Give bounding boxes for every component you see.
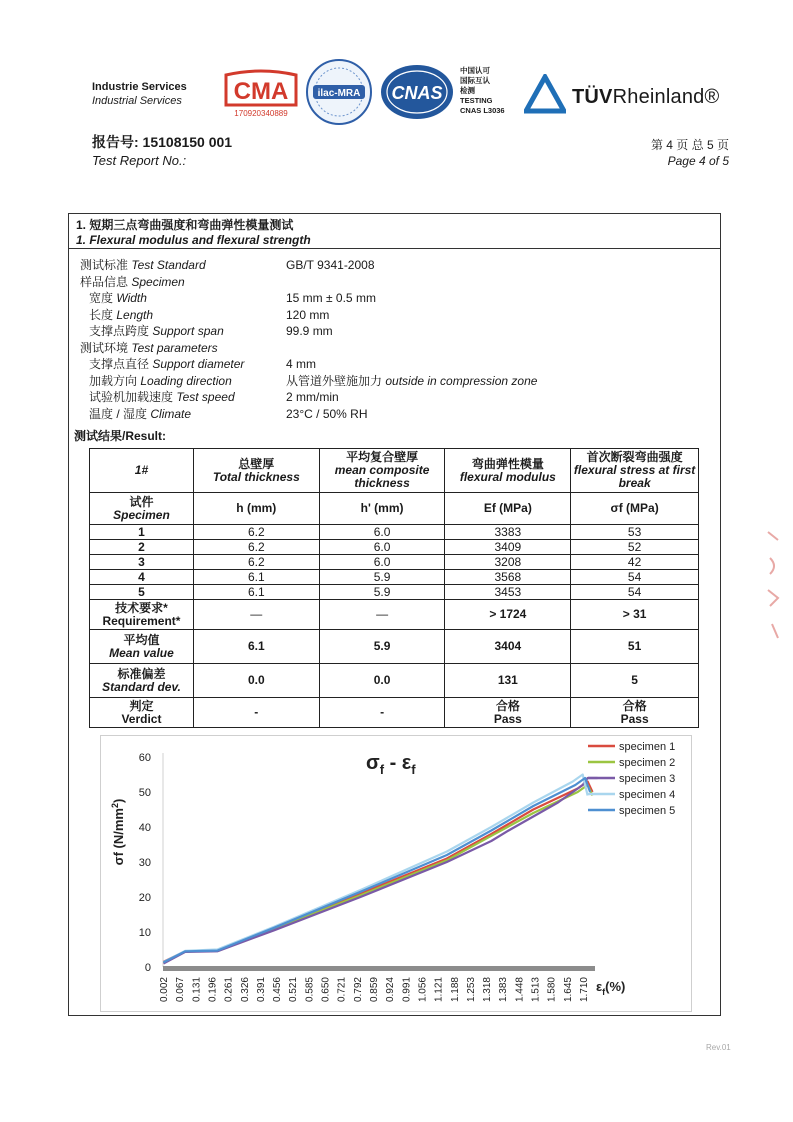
cnas-side-line: CNAS L3036 bbox=[460, 106, 505, 115]
param-value-text: 15 mm ± 0.5 mm bbox=[286, 291, 376, 305]
verdict-cell bbox=[445, 698, 571, 728]
section-title-en: 1. Flexural modulus and flexural strength bbox=[76, 233, 311, 247]
requirement-cell: — bbox=[193, 600, 319, 630]
table-cell: 53 bbox=[571, 525, 699, 540]
company-name-en: Industrial Services bbox=[92, 95, 182, 107]
cma-logo bbox=[222, 65, 300, 121]
param-value-text: 4 mm bbox=[286, 357, 316, 371]
result-label: 测试结果/Result: bbox=[74, 429, 167, 443]
param-label-zh: 样品信息 bbox=[80, 274, 129, 289]
std-cell: 131 bbox=[445, 664, 571, 698]
requirement-row bbox=[90, 600, 699, 630]
requirement-label bbox=[90, 600, 194, 630]
y-tick-label: 30 bbox=[138, 857, 151, 869]
requirement-cell: — bbox=[319, 600, 445, 630]
param-label-zh: 试验机加载速度 bbox=[89, 390, 174, 404]
specimen-label-zh: 试件 bbox=[129, 494, 154, 509]
param-label-zh: 温度 / 湿度 bbox=[89, 406, 148, 421]
x-tick-label: 1.710 bbox=[579, 977, 590, 1003]
tuv-brand bbox=[572, 86, 719, 109]
header-zh: 总壁厚 bbox=[238, 456, 275, 471]
section-title-zh: 1. 短期三点弯曲强度和弯曲弹性模量测试 bbox=[76, 218, 294, 232]
table-cell: 3568 bbox=[445, 570, 571, 585]
param-label-en: Length bbox=[116, 307, 154, 322]
param-label-zh: 加载方向 bbox=[89, 373, 138, 388]
y-tick-label: 20 bbox=[138, 892, 151, 904]
x-tick-label: 1.645 bbox=[562, 977, 574, 1003]
header-total-thickness bbox=[193, 449, 319, 493]
verdict-label-zh: 判定 bbox=[129, 698, 154, 713]
header-zh: 首次断裂弯曲强度 bbox=[586, 450, 683, 464]
param-row bbox=[80, 356, 537, 373]
param-label-zh: 宽度 bbox=[89, 291, 114, 305]
ilac-mra-logo bbox=[305, 58, 373, 126]
cma-number: 170920340889 bbox=[234, 109, 288, 118]
x-tick-label: 1.383 bbox=[498, 977, 510, 1003]
x-tick-label: 0.002 bbox=[159, 977, 170, 1003]
param-label-en: Test speed bbox=[176, 390, 235, 404]
side-stamp-mark bbox=[764, 528, 782, 648]
x-tick-label: 0.131 bbox=[191, 977, 203, 1003]
param-label-zh: 测试标准 bbox=[80, 258, 129, 272]
x-tick-label: 0.792 bbox=[352, 977, 364, 1003]
specimen-label bbox=[90, 493, 194, 525]
specimen-number: 3 bbox=[90, 555, 194, 570]
tuv-brand-bold: TÜV bbox=[572, 86, 613, 108]
y-tick-label: 50 bbox=[138, 787, 151, 799]
section-heading bbox=[68, 213, 721, 249]
table-cell: 6.1 bbox=[193, 570, 319, 585]
verdict-cell: - bbox=[193, 698, 319, 728]
param-label bbox=[80, 340, 286, 357]
cnas-side-text bbox=[460, 66, 505, 116]
x-tick-label: 0.326 bbox=[239, 977, 251, 1003]
cnas-text: CNAS bbox=[391, 83, 443, 103]
table-cell: 3453 bbox=[445, 585, 571, 600]
legend-label: specimen 1 bbox=[619, 741, 676, 753]
param-label bbox=[80, 257, 286, 274]
table-cell: 6.1 bbox=[193, 585, 319, 600]
param-row bbox=[80, 340, 537, 357]
x-tick-label: 0.261 bbox=[223, 977, 235, 1003]
param-value bbox=[286, 406, 368, 423]
std-label-en: Standard dev. bbox=[102, 679, 181, 694]
chart-title-part: σ bbox=[366, 752, 380, 774]
cnas-logo bbox=[380, 64, 454, 120]
specimen-number: 1 bbox=[90, 525, 194, 540]
param-value-text: 23°C / 50% RH bbox=[286, 406, 368, 421]
table-cell: 52 bbox=[571, 540, 699, 555]
param-row bbox=[80, 373, 537, 390]
verdict-en: Pass bbox=[620, 711, 649, 726]
verdict-label-en: Verdict bbox=[121, 711, 162, 726]
legend-label: specimen 3 bbox=[619, 773, 676, 785]
header-flexural-stress bbox=[571, 449, 699, 493]
header-en: flexural modulus bbox=[459, 469, 556, 484]
table-corner: 1# bbox=[90, 449, 194, 493]
param-row bbox=[80, 307, 537, 324]
y-axis-label bbox=[110, 799, 126, 866]
table-cell: 54 bbox=[571, 570, 699, 585]
requirement-cell: > 1724 bbox=[445, 600, 571, 630]
std-label bbox=[90, 664, 194, 698]
mean-label bbox=[90, 630, 194, 664]
param-label bbox=[80, 373, 286, 390]
table-row bbox=[90, 585, 699, 600]
table-cell: 42 bbox=[571, 555, 699, 570]
chart-title-part: - ε bbox=[384, 752, 412, 774]
y-axis-label-part: ) bbox=[111, 798, 126, 804]
table-row bbox=[90, 570, 699, 585]
revision-label: Rev.01 bbox=[706, 1043, 731, 1052]
chart-title bbox=[366, 752, 416, 777]
param-value-text: 2 mm/min bbox=[286, 390, 339, 404]
table-row bbox=[90, 540, 699, 555]
cnas-side-line: 中国认可 bbox=[460, 66, 490, 75]
table-cell: 6.2 bbox=[193, 555, 319, 570]
param-value-text: outside in compression zone bbox=[385, 373, 538, 388]
specimen-rows bbox=[90, 525, 699, 600]
y-tick-label: 60 bbox=[138, 752, 151, 764]
table-cell: 5.9 bbox=[319, 585, 445, 600]
table-cell: 6.2 bbox=[193, 525, 319, 540]
param-value-text: GB/T 9341-2008 bbox=[286, 258, 375, 272]
mean-cell: 6.1 bbox=[193, 630, 319, 664]
std-row bbox=[90, 664, 699, 698]
param-label-en: Test parameters bbox=[131, 340, 218, 355]
y-axis-label-part: σf (N/mm bbox=[111, 808, 126, 866]
param-row bbox=[80, 274, 537, 291]
unit-cell: h (mm) bbox=[193, 493, 319, 525]
std-cell: 5 bbox=[571, 664, 699, 698]
x-tick-label: 0.991 bbox=[401, 977, 413, 1003]
report-number bbox=[92, 132, 232, 168]
param-value-text: 120 mm bbox=[286, 307, 330, 322]
x-tick-label: 1.448 bbox=[514, 977, 526, 1003]
x-tick-label: 0.721 bbox=[336, 977, 348, 1003]
verdict-row bbox=[90, 698, 699, 728]
x-tick-label: 1.056 bbox=[417, 977, 429, 1003]
x-tick-label: 1.513 bbox=[530, 977, 542, 1003]
series-line bbox=[164, 775, 588, 963]
mean-label-en: Mean value bbox=[109, 645, 174, 660]
page-number bbox=[651, 137, 729, 169]
param-value-zh: 从管道外壁施加力 bbox=[286, 373, 386, 388]
mean-label-zh: 平均值 bbox=[123, 632, 160, 647]
param-label-en: Climate bbox=[150, 406, 192, 421]
header-flexural-modulus bbox=[445, 449, 571, 493]
x-tick-label: 0.650 bbox=[320, 977, 332, 1003]
table-header-row bbox=[90, 449, 699, 493]
tuv-triangle-icon bbox=[524, 74, 566, 114]
x-tick-label: 0.456 bbox=[272, 977, 284, 1003]
chart-svg bbox=[101, 736, 693, 1013]
cma-text: CMA bbox=[233, 78, 289, 105]
param-label bbox=[80, 356, 286, 373]
header-en: flexural stress at first break bbox=[573, 463, 696, 490]
param-value bbox=[286, 356, 316, 373]
cnas-side-line: 检测 bbox=[460, 86, 475, 95]
x-axis-label bbox=[596, 979, 625, 997]
mean-cell: 5.9 bbox=[319, 630, 445, 664]
x-tick-label: 0.859 bbox=[369, 977, 380, 1003]
y-tick-label: 0 bbox=[144, 962, 151, 974]
param-value bbox=[286, 290, 376, 307]
param-label-en: Width bbox=[116, 291, 147, 305]
verdict-en: Pass bbox=[493, 711, 522, 726]
requirement-label-zh: 技术要求* bbox=[115, 600, 168, 615]
test-parameters bbox=[80, 257, 537, 422]
y-tick-label: 10 bbox=[138, 927, 151, 939]
param-value-text: 99.9 mm bbox=[286, 324, 333, 338]
x-tick-label: 0.391 bbox=[255, 977, 267, 1003]
x-tick-label: 0.521 bbox=[288, 977, 300, 1003]
x-tick-label: 1.253 bbox=[465, 977, 477, 1003]
report-number-label-en: Test Report No.: bbox=[92, 153, 187, 168]
std-cell: 0.0 bbox=[319, 664, 445, 698]
unit-cell: σf (MPa) bbox=[571, 493, 699, 525]
unit-cell: Ef (MPa) bbox=[445, 493, 571, 525]
param-label-en: Loading direction bbox=[140, 373, 232, 388]
param-value bbox=[286, 323, 333, 340]
requirement-cell: > 31 bbox=[571, 600, 699, 630]
param-value bbox=[286, 257, 375, 274]
tuv-brand-rest: Rheinland® bbox=[612, 86, 720, 108]
specimen-label-en: Specimen bbox=[113, 507, 170, 522]
param-label-en: Specimen bbox=[131, 274, 185, 289]
verdict-zh: 合格 bbox=[622, 698, 647, 713]
param-label-zh: 支撑点直径 bbox=[89, 357, 150, 371]
param-label-zh: 测试环境 bbox=[80, 340, 129, 355]
param-label bbox=[80, 274, 286, 291]
param-value bbox=[286, 373, 537, 390]
x-tick-label: 1.121 bbox=[433, 977, 445, 1003]
param-value bbox=[286, 389, 339, 406]
specimen-number: 5 bbox=[90, 585, 194, 600]
std-cell: 0.0 bbox=[193, 664, 319, 698]
y-axis-label-part: 2 bbox=[110, 803, 120, 809]
legend-label: specimen 5 bbox=[619, 805, 676, 817]
param-row bbox=[80, 290, 537, 307]
param-label-zh: 长度 bbox=[89, 307, 114, 322]
legend-label: specimen 4 bbox=[619, 789, 676, 801]
x-tick-label: 1.188 bbox=[449, 977, 461, 1003]
page-number-en: Page 4 of 5 bbox=[667, 154, 729, 168]
mean-cell: 3404 bbox=[445, 630, 571, 664]
table-cell: 3383 bbox=[445, 525, 571, 540]
x-tick-label: 1.580 bbox=[546, 977, 558, 1003]
mean-cell: 51 bbox=[571, 630, 699, 664]
param-label-en: Support span bbox=[152, 324, 224, 338]
cnas-side-line: TESTING bbox=[460, 96, 493, 105]
table-cell: 6.0 bbox=[319, 555, 445, 570]
x-axis-label-part: ε bbox=[596, 979, 603, 994]
header-mean-thickness bbox=[319, 449, 445, 493]
x-tick-label: 0.585 bbox=[304, 977, 316, 1003]
verdict-label bbox=[90, 698, 194, 728]
table-cell: 5.9 bbox=[319, 570, 445, 585]
param-label bbox=[80, 406, 286, 423]
x-tick-label: 0.924 bbox=[385, 977, 397, 1003]
table-cell: 6.2 bbox=[193, 540, 319, 555]
y-tick-label: 40 bbox=[138, 822, 151, 834]
report-number-line: 报告号: 15108150 001 bbox=[92, 134, 233, 150]
table-units-row bbox=[90, 493, 699, 525]
cnas-side-line: 国际互认 bbox=[460, 76, 490, 85]
header-zh: 弯曲弹性模量 bbox=[471, 456, 544, 471]
ilac-text: ilac-MRA bbox=[317, 88, 361, 99]
requirement-label-en: Requirement* bbox=[102, 613, 181, 628]
specimen-number: 2 bbox=[90, 540, 194, 555]
company-name: Industrie Services bbox=[92, 81, 187, 93]
param-label-en: Support diameter bbox=[152, 357, 245, 371]
header-en: mean composite thickness bbox=[334, 463, 430, 490]
x-axis-label-part: (%) bbox=[605, 979, 626, 994]
param-row bbox=[80, 389, 537, 406]
table-cell: 54 bbox=[571, 585, 699, 600]
x-tick-label: 0.067 bbox=[175, 977, 187, 1003]
param-row bbox=[80, 406, 537, 423]
x-axis-label-part: f bbox=[602, 987, 606, 997]
table-cell: 6.0 bbox=[319, 540, 445, 555]
mean-row bbox=[90, 630, 699, 664]
param-value bbox=[286, 307, 329, 324]
table-cell: 3208 bbox=[445, 555, 571, 570]
param-label-en: Test Standard bbox=[131, 258, 206, 272]
x-tick-label: 1.318 bbox=[482, 977, 494, 1003]
unit-cell: h' (mm) bbox=[319, 493, 445, 525]
verdict-cell: - bbox=[319, 698, 445, 728]
company-block bbox=[92, 80, 187, 108]
param-label bbox=[80, 307, 286, 324]
x-axis-bar bbox=[163, 966, 595, 971]
param-label bbox=[80, 389, 286, 406]
results-table bbox=[89, 448, 699, 728]
param-row bbox=[80, 323, 537, 340]
header-en: Total thickness bbox=[212, 469, 300, 484]
table-cell: 3409 bbox=[445, 540, 571, 555]
param-label-zh: 支撑点跨度 bbox=[89, 324, 150, 338]
chart-title-part: f bbox=[379, 762, 385, 777]
param-label bbox=[80, 323, 286, 340]
table-row bbox=[90, 555, 699, 570]
param-label bbox=[80, 290, 286, 307]
page-number-zh: 第 4 页 总 5 页 bbox=[650, 138, 729, 152]
stress-strain-chart bbox=[100, 735, 692, 1012]
header-zh: 平均复合壁厚 bbox=[346, 450, 419, 464]
legend-label: specimen 2 bbox=[619, 757, 676, 769]
chart-title-part: f bbox=[411, 762, 416, 777]
table-cell: 6.0 bbox=[319, 525, 445, 540]
verdict-zh: 合格 bbox=[495, 698, 520, 713]
table-row bbox=[90, 525, 699, 540]
specimen-number: 4 bbox=[90, 570, 194, 585]
param-row bbox=[80, 257, 537, 274]
verdict-cell bbox=[571, 698, 699, 728]
std-label-zh: 标准偏差 bbox=[117, 666, 166, 681]
x-tick-label: 0.196 bbox=[207, 977, 219, 1003]
